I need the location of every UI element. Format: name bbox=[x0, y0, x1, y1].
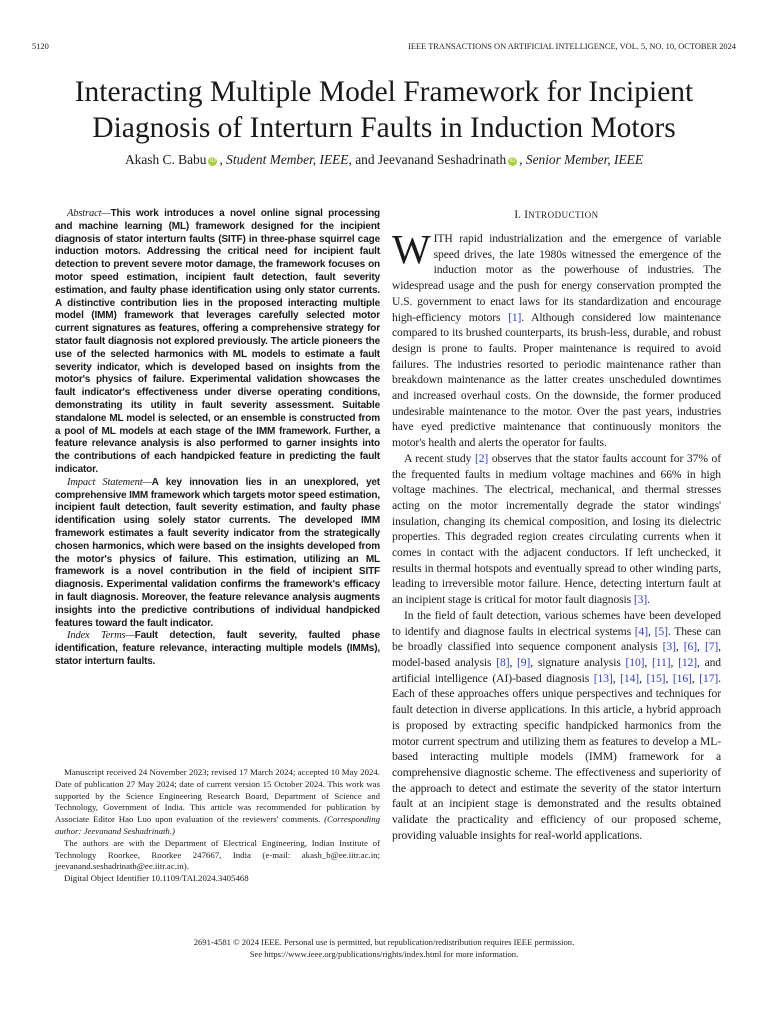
section-initial: I bbox=[524, 209, 529, 221]
section-heading bbox=[392, 208, 721, 222]
copyright-line: 2691-4581 © 2024 IEEE. Personal use is permitted, but republication/redistribution requires IEEE permission. bbox=[193, 937, 575, 947]
orcid-icon[interactable]: iD bbox=[210, 158, 216, 164]
orcid-icon[interactable]: iD bbox=[509, 158, 516, 164]
right-column bbox=[392, 208, 721, 843]
abstract bbox=[55, 208, 380, 477]
intro-p3-text-b: . These can be broadly classified into sequence component analysis bbox=[392, 624, 721, 654]
index-terms-text: Fault detection, fault severity, faulted phase identification, feature relevance, interacting multiple models (IMMs), stator interturn faults. bbox=[55, 630, 380, 667]
separator: , bbox=[509, 655, 518, 669]
footnote-manuscript bbox=[55, 767, 380, 838]
author-name-2: and Jeevanand Seshadrinath bbox=[351, 152, 507, 167]
index-terms bbox=[55, 630, 380, 668]
citation-link[interactable]: [14] bbox=[620, 671, 640, 685]
section-number: I. bbox=[514, 209, 525, 221]
citation-link[interactable]: [7] bbox=[704, 640, 719, 654]
page-number: 5120 bbox=[32, 42, 49, 51]
separator: , bbox=[697, 640, 705, 654]
intro-paragraph-1 bbox=[392, 226, 721, 451]
citation-link[interactable]: [10] bbox=[625, 655, 645, 669]
abstract-label: Abstract— bbox=[67, 208, 111, 219]
citation-link[interactable]: [8] bbox=[496, 655, 510, 669]
citation-link[interactable]: [16] bbox=[672, 671, 692, 685]
left-column bbox=[55, 208, 380, 669]
author-role-1: , Student Member, IEEE, bbox=[219, 152, 352, 167]
intro-p2-text-b: observes that the stator faults account for 37% of the frequented faults in medium voltage machines and 66% in high voltage machines. The electrical, mechanical, and thermal stresses acting on the motor incrementally degrade the stator windings' insulation, changing its chemical composition, and losing its dielectric properties. This degraded region creates circulating currents when it comes in contact with the adjacent conductors. If left unchecked, it results in thermal hotspots and eventually spread to other winding parts, leading to irreversible motor failure. Hence, detecting interturn fault at an incipient stage is critical for motor fault diagnosis bbox=[392, 451, 721, 607]
footnote-manuscript-text: Manuscript received 24 November 2023; revised 17 March 2024; accepted 10 May 2024. Date of publication 27 May 2024; date of current version 15 October 2024. This work was supported by the Science Engineering Research Board, Department of Science and Technology, Government of India. This article was recommended for publication by Associate Editor Hao Luo upon evaluation of the reviewers' comments. bbox=[55, 767, 380, 825]
citation-link[interactable]: [1] bbox=[508, 310, 522, 324]
intro-p3-text-a: In the field of fault detection, various schemes have been developed to identify and diagnose faults in electrical systems bbox=[392, 608, 721, 638]
impact-text: A key innovation lies in an unexplored, yet comprehensive IMM framework which targets motor speed estimation, incipient fault detection, fault severity estimation, and faulty phase identification using solely stator currents. The developed IMM framework estimates a fault severity indicator from the strategically chosen harmonics, which were based on the insights developed from the motor's physics of failure. This estimation, utilizing an ML framework is a novel contribution in the field of incipient SITF diagnosis. Experimental validation confirms the framework's efficacy in fault diagnosis. Moreover, the feature relevance analysis augments insights into the predictive contributions of individual handpicked features toward the fault indicator. bbox=[55, 476, 380, 629]
footnote-doi: Digital Object Identifier 10.1109/TAI.2024.3405468 bbox=[64, 873, 249, 884]
intro-p3-text-e: , and artificial intelligence (AI)-based diagnosis bbox=[392, 655, 722, 685]
corresponding-author: (Corresponding author: Jeevanand Seshadrinath.) bbox=[55, 814, 380, 836]
abstract-text: This work introduces a novel online signal processing and machine learning (ML) framework designed for the incipient diagnosis of stator interturn faults (SITF) in three-phase squirrel cage induction motors. Addressing the critical need for incipient fault detection to prevent severe motor damage, the framework focuses on motor speed estimation, incipient fault detection, fault severity estimation, and faulty phase identification using only stator currents. A distinctive contribution lies in the proposed interacting multiple model (IMM) framework that leverages carefully selected motor current signatures as features, offering a comprehensive strategy for stator fault diagnosis not explored previously. The article pioneers the use of the selected harmonics with ML models to estimate a fault severity indicator, which is developed based on insights from the motor's physics of failure. Experimental validation showcases the fault indicator's effectiveness under diverse operating conditions, demonstrating its utility in fault severity assessment. Suitable standalone ML model is selected, or an ensemble is constructed from a pool of ML models at each stage of the IMM framework. Further, a feature relevance analysis is also performed to garner insights into the contributions of each handpicked feature in predicting the fault indicator. bbox=[55, 208, 380, 475]
citation-link[interactable]: [12] bbox=[678, 655, 697, 669]
intro-p3-text-f: . Each of these approaches offers unique perspectives and techniques for fault detection in diverse applications. In this article, a hybrid approach is proposed by extracting specific handpicked harmonics from the motor current spectrum and utilizing them as features to develop a ML-based interacting multiple models (IMM) framework for a comprehensive diagnostic scheme. The effectiveness and superiority of the approach to detect and estimate the severity of the stator interturn fault at an incipient stage is demonstrated and the results obtained validate the practicality and efficiency of our proposed scheme, providing valuable insights for real-world applications. bbox=[392, 671, 721, 842]
section-title-rest: NTRODUCTION bbox=[528, 210, 599, 220]
citation-link[interactable]: [3] bbox=[633, 593, 648, 607]
intro-paragraph-2 bbox=[392, 451, 721, 608]
separator: , bbox=[648, 624, 655, 638]
rights-link-line[interactable]: See https://www.ieee.org/publications/rights/index.html for more information. bbox=[249, 948, 519, 959]
separator: , bbox=[665, 671, 673, 685]
citation-link[interactable]: [11] bbox=[652, 655, 671, 669]
citation-link[interactable]: [2] bbox=[474, 451, 489, 465]
citation-link[interactable]: [9] bbox=[517, 655, 531, 669]
citation-link[interactable]: [15] bbox=[646, 671, 666, 685]
separator: , bbox=[670, 655, 679, 669]
author-line bbox=[40, 151, 728, 169]
intro-paragraph-3 bbox=[392, 608, 721, 844]
intro-p1-text-a: ITH rapid industrialization and the emergence of variable speed drives, the late 1980s witnessed the emergence of the induction motor as the powerhouse of industries. The widespread usage and the push for energy conservation prompted the U.S. government to enact laws for its standardization and encourage high-efficiency motors bbox=[392, 232, 721, 324]
intro-p2-text-a: A recent study bbox=[404, 451, 475, 465]
separator: , bbox=[691, 671, 700, 685]
paper-title bbox=[40, 74, 728, 146]
drop-cap: W bbox=[392, 226, 431, 272]
index-terms-label: Index Terms— bbox=[67, 630, 135, 642]
impact-label: Impact Statement— bbox=[67, 476, 152, 488]
author-name-1: Akash C. Babu bbox=[124, 152, 207, 167]
title-line-1: Interacting Multiple Model Framework for Incipient bbox=[74, 76, 694, 108]
copyright-footer bbox=[32, 937, 736, 961]
separator: , bbox=[644, 655, 652, 669]
separator: , bbox=[639, 671, 647, 685]
intro-p3-text-d: , signature analysis bbox=[530, 655, 626, 669]
citation-link[interactable]: [5] bbox=[654, 624, 668, 638]
citation-link[interactable]: [6] bbox=[683, 640, 698, 654]
separator: , bbox=[675, 640, 684, 654]
journal-header: IEEE TRANSACTIONS ON ARTIFICIAL INTELLIGENCE, VOL. 5, NO. 10, OCTOBER 2024 bbox=[408, 42, 736, 51]
citation-link[interactable]: [17] bbox=[699, 671, 719, 685]
intro-p2-text-c: . bbox=[647, 593, 650, 607]
separator: , bbox=[612, 671, 621, 685]
intro-p1-text-b: . Although considered low maintenance compared to its brushed counterparts, its brush-less, durable, and robust design is prone to faults. Proper maintenance is required to avoid failures. The industries resorted to periodic maintenance rather than breakdown maintenance as the latter creates unscheduled downtimes and increased overhaul costs. On the downside, the former produced undesirable maintenance to the motor. Over the past years, industries have eyed predictive maintenance that continuously monitors the motor's health and alerts the operator for faults. bbox=[392, 310, 721, 450]
citation-link[interactable]: [4] bbox=[634, 624, 648, 638]
citation-link[interactable]: [13] bbox=[593, 671, 613, 685]
intro-p3-text-c: , model-based analysis bbox=[392, 640, 721, 669]
running-head bbox=[32, 41, 736, 53]
title-line-2: Diagnosis of Interturn Faults in Induction Motors bbox=[92, 112, 676, 144]
author-role-2: , Senior Member, IEEE bbox=[519, 152, 644, 167]
citation-link[interactable]: [3] bbox=[662, 640, 676, 654]
impact-statement bbox=[55, 477, 380, 631]
manuscript-footnote bbox=[55, 767, 380, 885]
footnote-affiliation: The authors are with the Department of Electrical Engineering, Indian Institute of Technology Roorkee, Roorkee 247667, India (e-mail: akash_b@ee.iitr.ac.in; jeevanand.seshadrinath@ee.iitr.ac.in). bbox=[55, 837, 380, 872]
